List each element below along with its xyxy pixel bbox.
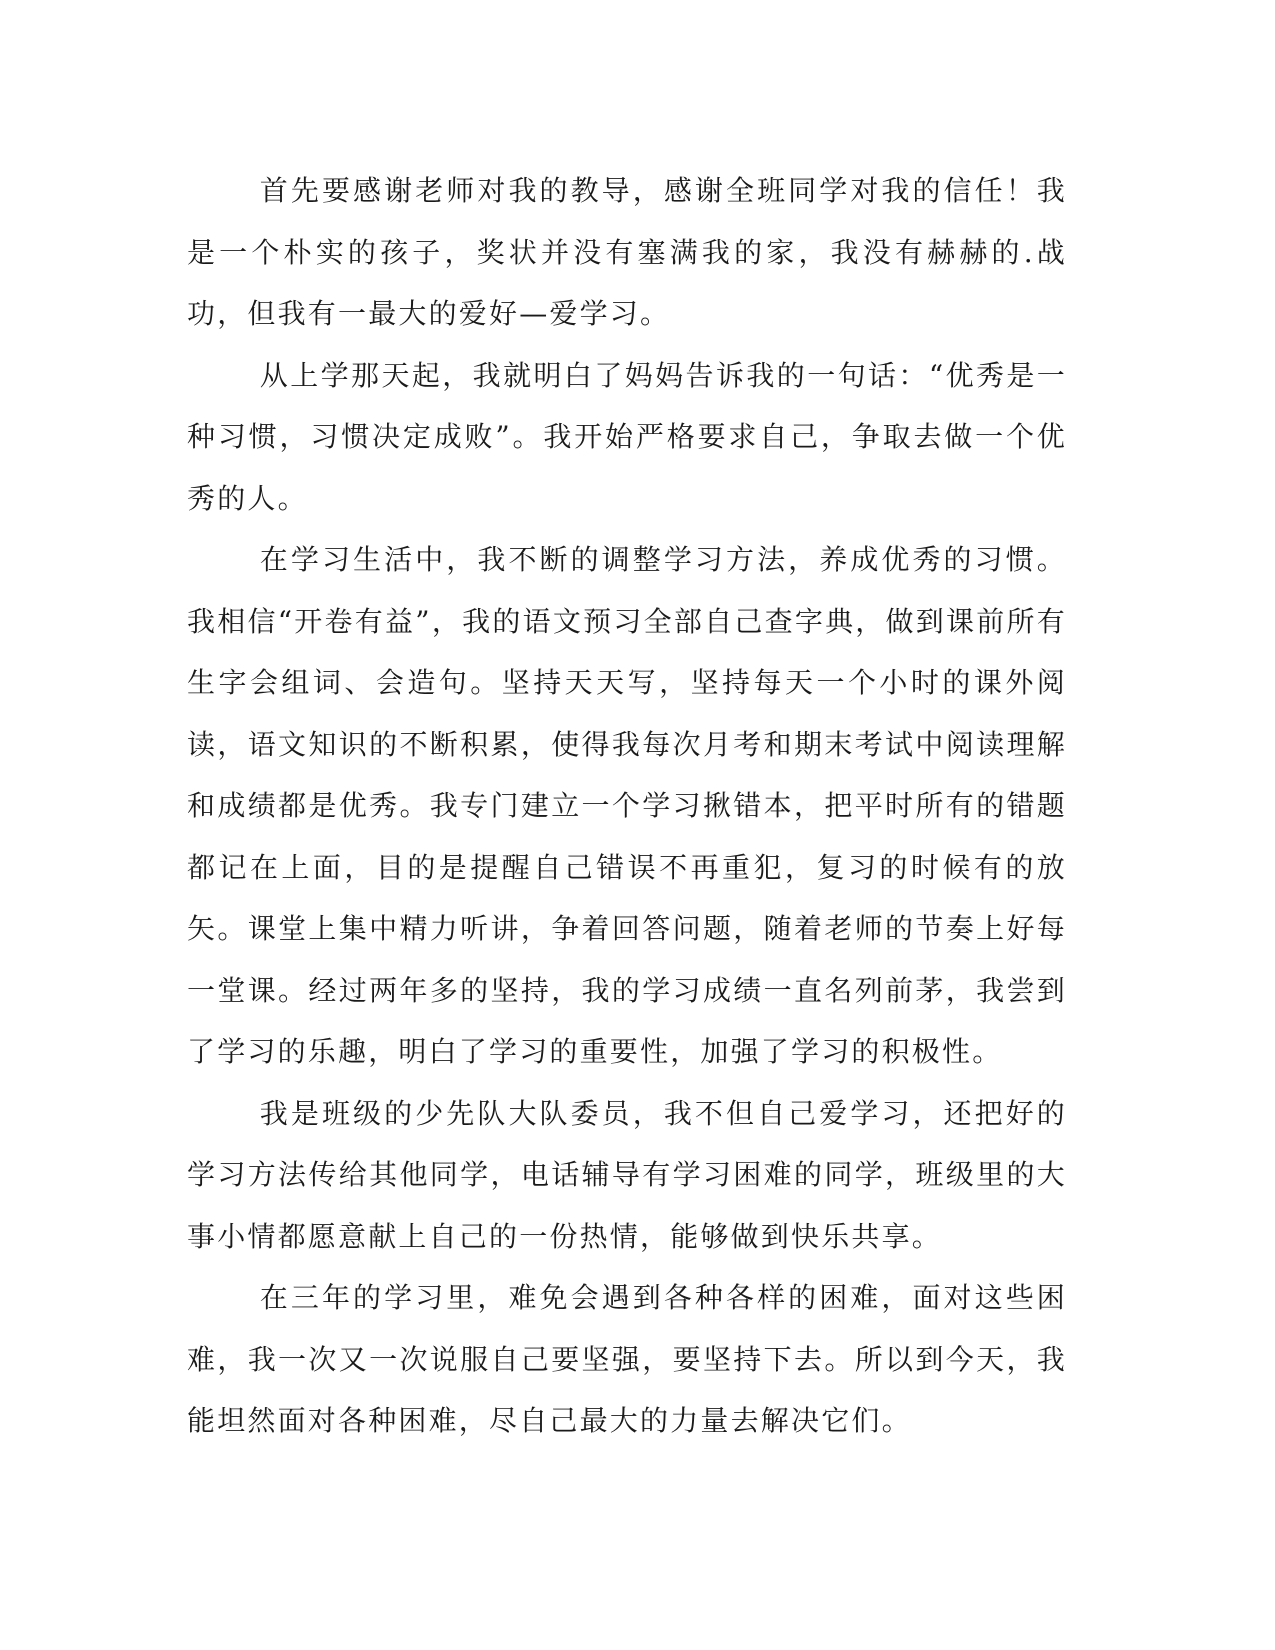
paragraph-good-habits: 从上学那天起，我就明白了妈妈告诉我的一句话：“优秀是一种习惯，习惯决定成败”。我开始严格要求自己，争取去做一个优秀的人。: [187, 358, 1067, 515]
paragraph-overcoming-difficulties: 在三年的学习里，难免会遇到各种各样的困难，面对这些困难，我一次又一次说服自己要坚强，要坚持下去。所以到今天，我能坦然面对各种困难，尽自己最大的力量去解决它们。: [187, 1281, 1067, 1437]
paragraph-study-methods: 在学习生活中，我不断的调整学习方法，养成优秀的习惯。我相信“开卷有益”，我的语文预习全部自己查字典，做到课前所有生字会组词、会造句。坚持天天写，坚持每天一个小时的课外阅读，语文知识的不断积累，使得我每次月考和期末考试中阅读理解和成绩都是优秀。我专门建立一个学习揪错本，把平时所有的错题都记在上面，目的是提醒自己错误不再重犯，复习的时候有的放矢。课堂上集中精力听讲，争着回答问题，随着老师的节奏上好每一堂课。经过两年多的坚持，我的学习成绩一直名列前茅，我尝到了学习的乐趣，明白了学习的重要性，加强了学习的积极性。: [187, 543, 1067, 1068]
document-body: [187, 160, 1067, 1452]
paragraph-class-committee: 我是班级的少先队大队委员，我不但自己爱学习，还把好的学习方法传给其他同学，电话辅导有学习困难的同学，班级里的大事小情都愿意献上自己的一份热情，能够做到快乐共享。: [187, 1096, 1067, 1253]
paragraph-gratitude: 首先要感谢老师对我的教导，感谢全班同学对我的信任！我是一个朴实的孩子，奖状并没有塞满我的家，我没有赫赫的.战功，但我有一最大的爱好—爱学习。: [187, 174, 1067, 330]
